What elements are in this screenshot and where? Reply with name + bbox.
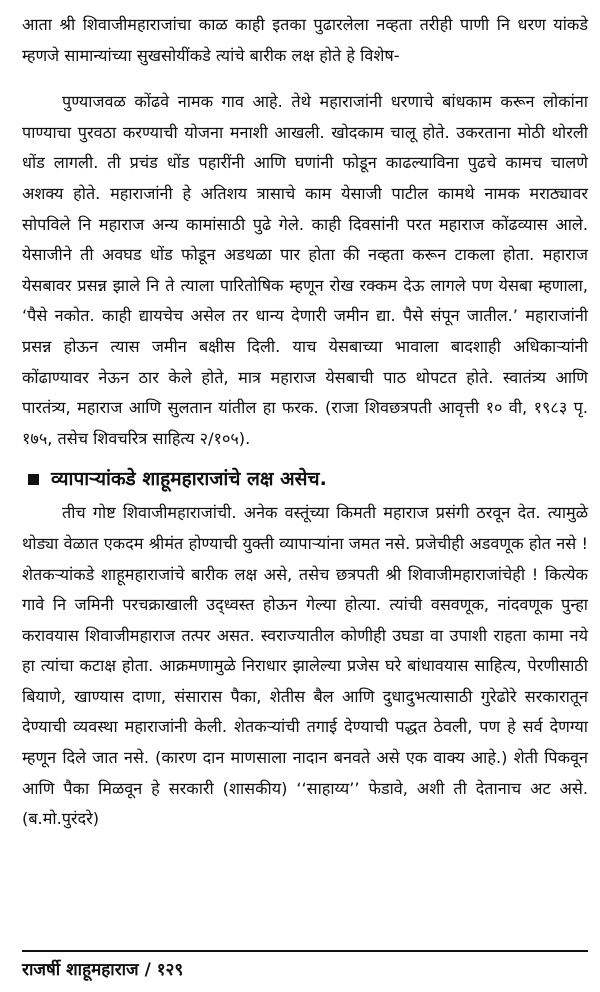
- kondhave-dam-paragraph: पुण्याजवळ कोंढवे नामक गाव आहे. तेथे महाराजांनी धरणाचे बांधकाम करून लोकांना पाण्याचा पुरवठा करण्याची योजना मनाशी आखली. खोदकाम चालू होते. उकरताना मोठी थोरली धोंड लागली. ती प्रचंड धोंड पहारींनी आणि घणांनी फोडून काढल्याविना पुढचे कामच चालणे अशक्य होते. महाराजांनी हे अतिशय त्रासाचे काम येसाजी पाटील कामथे नामक मराठ्यावर सोपविले नि महाराज अन्य कामांसाठी पुढे गेले. काही दिवसांनी परत महाराज कोंढव्यास आले. येसाजीने ती अवघड धोंड फोडून अडथळा पार होता की नव्हता करून टाकला होता. महाराज येसबावर प्रसन्न झाले नि ते त्याला पारितोषिक म्हणून रोख रक्कम देऊ लागले पण येसबा म्हणाला, ‘पैसे नकोत. काही द्यायचेच असेल तर धान्य देणारी जमीन द्या. पैसे संपून जातील.’ महाराजांनी प्रसन्न होऊन त्यास जमीन बक्षीस दिली. याच येसबाच्या भावाला बादशाही अधिकाऱ्यांनी कोंढाण्यावर नेऊन ठार केले होते, मात्र महाराज येसबाची पाठ थोपटत होते. स्वातंत्र्य आणि पारतंत्र्य, महाराज आणि सुलतान यांतील हा फरक. (राजा शिवछत्रपती आवृत्ती १० वी, १९८३ पृ. १७५, तसेच शिवचरित्र साहित्य २/१०५).: [22, 92, 588, 448]
- section-heading-text: व्यापाऱ्यांकडे शाहूमहाराजांचे लक्ष असेच.: [51, 468, 327, 491]
- square-bullet-icon: [28, 474, 39, 485]
- footer-divider: [22, 950, 588, 952]
- page-footer: राजर्षी शाहूमहाराज / १२९: [22, 960, 184, 980]
- section-heading: [22, 464, 588, 494]
- traders-paragraph: तीच गोष्ट शिवाजीमहाराजांची. अनेक वस्तूंच्या किमती महाराज प्रसंगी ठरवून देत. त्यामुळे थोड्या वेळात एकदम श्रीमंत होण्याची युक्ती व्यापाऱ्यांना जमत नसे. प्रजेचीही अडवणूक होत नसे ! शेतकऱ्यांकडे शाहूमहाराजांचे बारीक लक्ष असे, तसेच छत्रपती श्री शिवाजीमहाराजांचेही ! कित्येक गावे नि जमिनी परचक्राखाली उद्ध्वस्त होऊन गेल्या होत्या. त्यांची वसवणूक, नांदवणूक पुन्हा करावयास शिवाजीमहाराज तत्पर असत. स्वराज्यातील कोणीही उघडा वा उपाशी राहता कामा नये हा त्यांचा कटाक्ष होता. आक्रमणामुळे निराधार झालेल्या प्रजेस घरे बांधावयास साहित्य, पेरणीसाठी बियाणे, खाण्यास दाणा, संसारास पैका, शेतीस बैल आणि दुधादुभत्यासाठी गुरेढोरे सरकारातून देण्याची व्यवस्था महाराजांनी केली. शेतकऱ्यांची तगाई देण्याची पद्धत ठेवली, पण हे सर्व देणग्या म्हणून दिले जात नसे. (कारण दान माणसाला नादान बनवते असे एक वाक्य आहे.) शेती पिकवून आणि पैका मिळवून हे सरकारी (शासकीय) ‘‘साहाय्य’’ फेडावे, अशी ती देतानाच अट असे. (ब.मो.पुरंदरे): [22, 503, 588, 829]
- intro-paragraph: आता श्री शिवाजीमहाराजांचा काळ काही इतका पुढारलेला नव्हता तरीही पाणी नि धरण यांकडे म्हणजे सामान्यांच्या सुखसोयींकडे त्यांचे बारीक लक्ष होते हे विशेष-: [22, 15, 588, 65]
